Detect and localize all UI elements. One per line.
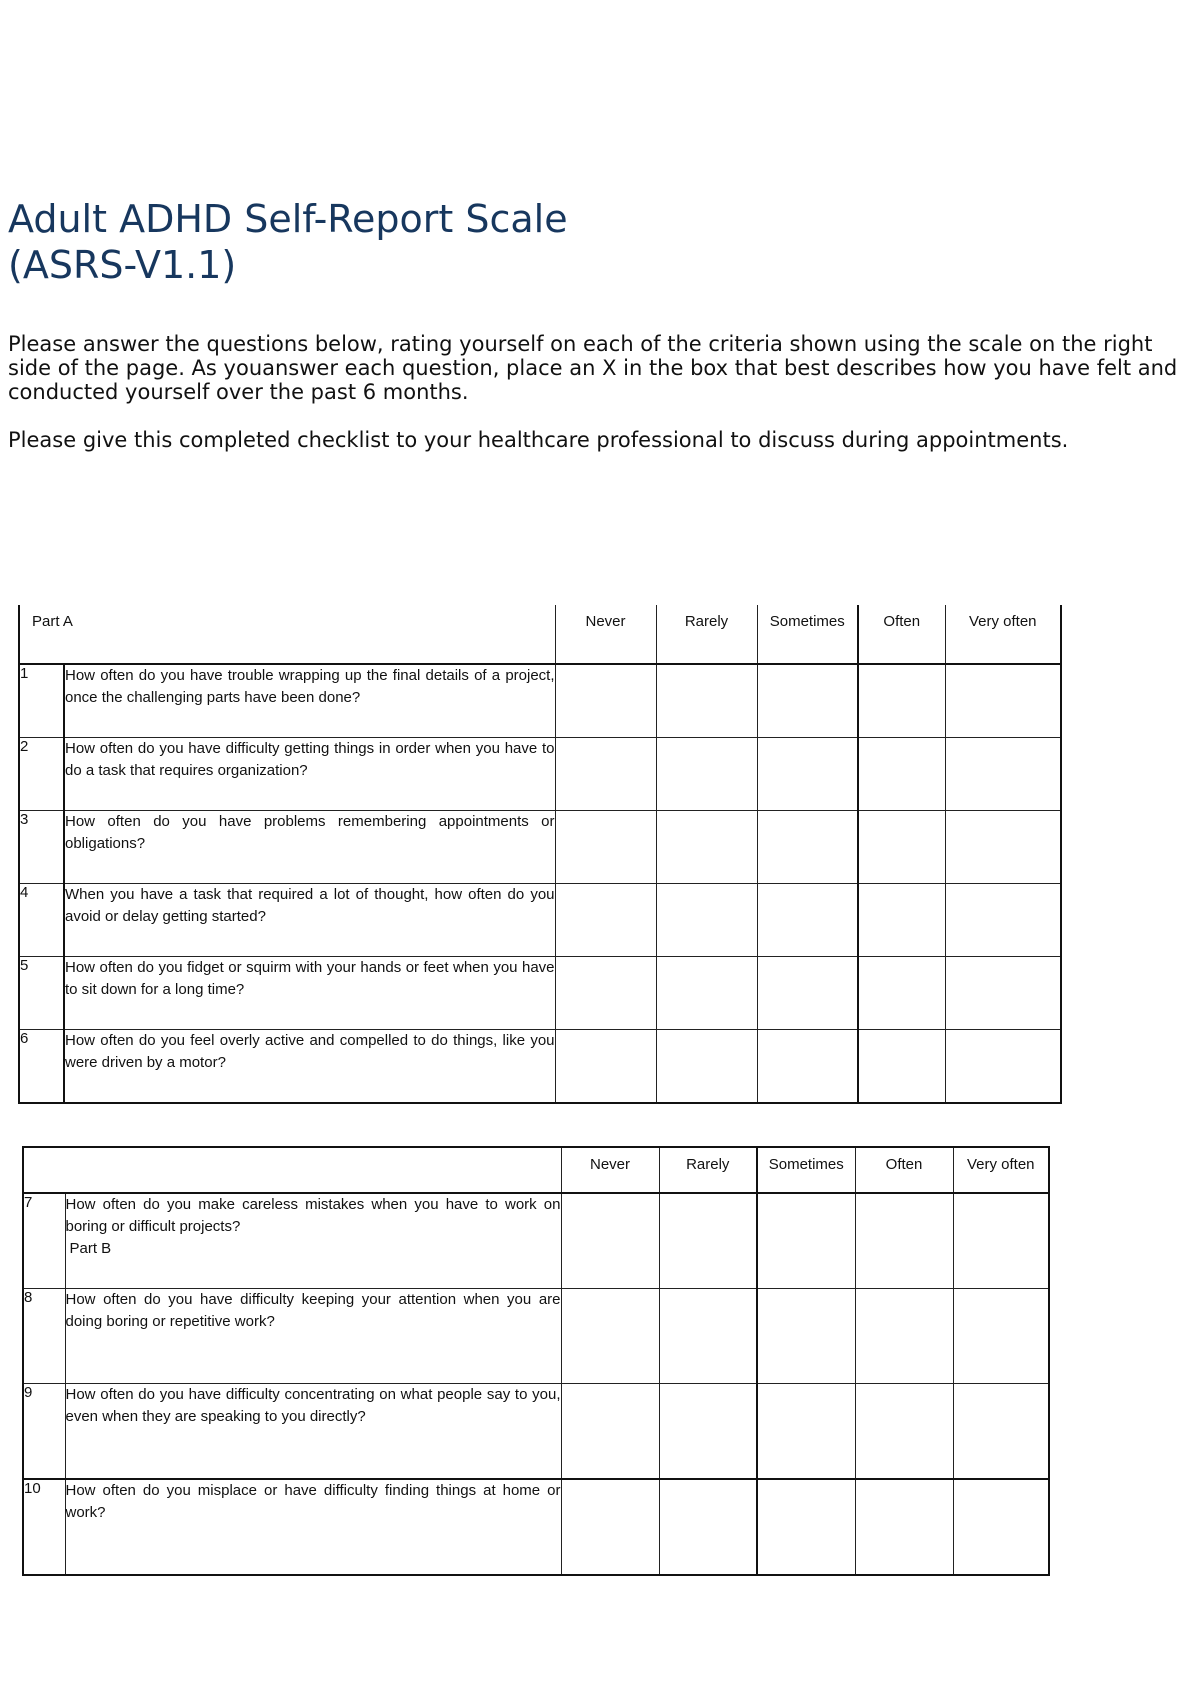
question-number: 10 <box>23 1479 65 1575</box>
answer-often-box[interactable] <box>855 1384 953 1480</box>
question-number: 5 <box>19 957 64 1030</box>
answer-sometimes-box[interactable] <box>757 957 858 1030</box>
answer-often-box[interactable] <box>858 884 945 957</box>
answer-very-often-box[interactable] <box>945 1030 1061 1104</box>
question-row-6 <box>19 1030 1061 1104</box>
answer-never-box[interactable] <box>561 1479 659 1575</box>
answer-never-box[interactable] <box>561 1193 659 1289</box>
answer-rarely-box[interactable] <box>659 1193 757 1289</box>
question-text: How often do you fidget or squirm with your hands or feet when you have to sit down for a long time? <box>64 957 555 1030</box>
answer-often-box[interactable] <box>858 1030 945 1104</box>
answer-sometimes-box[interactable] <box>757 811 858 884</box>
part-a-label: Part A <box>19 605 555 664</box>
answer-sometimes-box[interactable] <box>757 1384 855 1480</box>
answer-very-often-box[interactable] <box>945 811 1061 884</box>
answer-sometimes-box[interactable] <box>757 1193 855 1289</box>
answer-rarely-box[interactable] <box>656 957 757 1030</box>
question-row-2 <box>19 738 1061 811</box>
question-row-7 <box>23 1193 1049 1289</box>
answer-never-box[interactable] <box>561 1289 659 1384</box>
question-number: 7 <box>23 1193 65 1289</box>
answer-sometimes-box[interactable] <box>757 738 858 811</box>
question-text: How often do you have difficulty concentrating on what people say to you, even when they are speaking to you directly? <box>65 1384 561 1480</box>
question-text: How often do you have difficulty getting things in order when you have to do a task that requires organization? <box>64 738 555 811</box>
question-number: 1 <box>19 664 64 738</box>
answer-often-box[interactable] <box>858 738 945 811</box>
answer-often-box[interactable] <box>858 811 945 884</box>
question-text: How often do you have problems remembering appointments or obligations? <box>64 811 555 884</box>
answer-sometimes-box[interactable] <box>757 1030 858 1104</box>
question-number: 8 <box>23 1289 65 1384</box>
answer-rarely-box[interactable] <box>656 884 757 957</box>
answer-never-box[interactable] <box>555 957 656 1030</box>
answer-very-often-box[interactable] <box>953 1193 1049 1289</box>
answer-never-box[interactable] <box>555 664 656 738</box>
question-row-4 <box>19 884 1061 957</box>
answer-very-often-box[interactable] <box>945 664 1061 738</box>
question-row-5 <box>19 957 1061 1030</box>
question-row-3 <box>19 811 1061 884</box>
header-never: Never <box>555 605 656 664</box>
question-row-9 <box>23 1384 1049 1480</box>
answer-never-box[interactable] <box>561 1384 659 1480</box>
answer-very-often-box[interactable] <box>953 1289 1049 1384</box>
answer-never-box[interactable] <box>555 738 656 811</box>
question-text: How often do you feel overly active and compelled to do things, like you were driven by a motor? <box>64 1030 555 1104</box>
answer-often-box[interactable] <box>855 1479 953 1575</box>
header-sometimes: Sometimes <box>757 1147 855 1193</box>
answer-very-often-box[interactable] <box>945 738 1061 811</box>
answer-rarely-box[interactable] <box>656 738 757 811</box>
part-b-header-row <box>23 1147 1049 1193</box>
question-7-text: How often do you make careless mistakes when you have to work on boring or difficult projects? <box>65 1196 561 1235</box>
title-line-2: (ASRS-V1.1) <box>8 243 237 287</box>
question-row-1 <box>19 664 1061 738</box>
answer-sometimes-box[interactable] <box>757 664 858 738</box>
document-title <box>8 196 568 288</box>
header-often: Often <box>855 1147 953 1193</box>
answer-very-often-box[interactable] <box>953 1479 1049 1575</box>
part-b-header-blank <box>23 1147 561 1193</box>
question-number: 3 <box>19 811 64 884</box>
title-line-1: Adult ADHD Self-Report Scale <box>8 197 568 241</box>
question-number: 2 <box>19 738 64 811</box>
question-number: 9 <box>23 1384 65 1480</box>
answer-often-box[interactable] <box>858 664 945 738</box>
answer-often-box[interactable] <box>858 957 945 1030</box>
answer-rarely-box[interactable] <box>656 664 757 738</box>
question-text <box>65 1193 561 1289</box>
answer-rarely-box[interactable] <box>659 1479 757 1575</box>
header-never: Never <box>561 1147 659 1193</box>
question-text: How often do you have trouble wrapping up the final details of a project, once the challenging parts have been done? <box>64 664 555 738</box>
instructions-paragraph-1: Please answer the questions below, rating yourself on each of the criteria shown using the scale on the right side of the page. As youanswer each question, place an X in the box that best describes how you have felt and conducted yourself over the past 6 months. <box>8 332 1178 404</box>
header-very-often: Very often <box>953 1147 1049 1193</box>
header-rarely: Rarely <box>656 605 757 664</box>
question-number: 6 <box>19 1030 64 1104</box>
answer-rarely-box[interactable] <box>656 811 757 884</box>
answer-often-box[interactable] <box>855 1193 953 1289</box>
answer-sometimes-box[interactable] <box>757 1479 855 1575</box>
answer-rarely-box[interactable] <box>656 1030 757 1104</box>
part-a-table <box>18 605 1062 1104</box>
question-text: How often do you misplace or have difficulty finding things at home or work? <box>65 1479 561 1575</box>
question-row-8 <box>23 1289 1049 1384</box>
header-sometimes: Sometimes <box>757 605 858 664</box>
part-a-header-row <box>19 605 1061 664</box>
answer-never-box[interactable] <box>555 811 656 884</box>
header-often: Often <box>858 605 945 664</box>
answer-never-box[interactable] <box>555 884 656 957</box>
question-text: When you have a task that required a lot of thought, how often do you avoid or delay getting started? <box>64 884 555 957</box>
answer-sometimes-box[interactable] <box>757 1289 855 1384</box>
header-very-often: Very often <box>945 605 1061 664</box>
answer-very-often-box[interactable] <box>945 957 1061 1030</box>
answer-often-box[interactable] <box>855 1289 953 1384</box>
question-row-10 <box>23 1479 1049 1575</box>
answer-rarely-box[interactable] <box>659 1289 757 1384</box>
answer-never-box[interactable] <box>555 1030 656 1104</box>
part-b-table <box>22 1146 1050 1576</box>
header-rarely: Rarely <box>659 1147 757 1193</box>
answer-rarely-box[interactable] <box>659 1384 757 1480</box>
instructions-paragraph-2: Please give this completed checklist to your healthcare professional to discuss during appointments. <box>8 428 1069 452</box>
instructions <box>8 332 1194 452</box>
answer-very-often-box[interactable] <box>953 1384 1049 1480</box>
part-b-label: Part B <box>69 1240 112 1257</box>
answer-sometimes-box[interactable] <box>757 884 858 957</box>
question-text: How often do you have difficulty keeping your attention when you are doing boring or repetitive work? <box>65 1289 561 1384</box>
question-number: 4 <box>19 884 64 957</box>
answer-very-often-box[interactable] <box>945 884 1061 957</box>
